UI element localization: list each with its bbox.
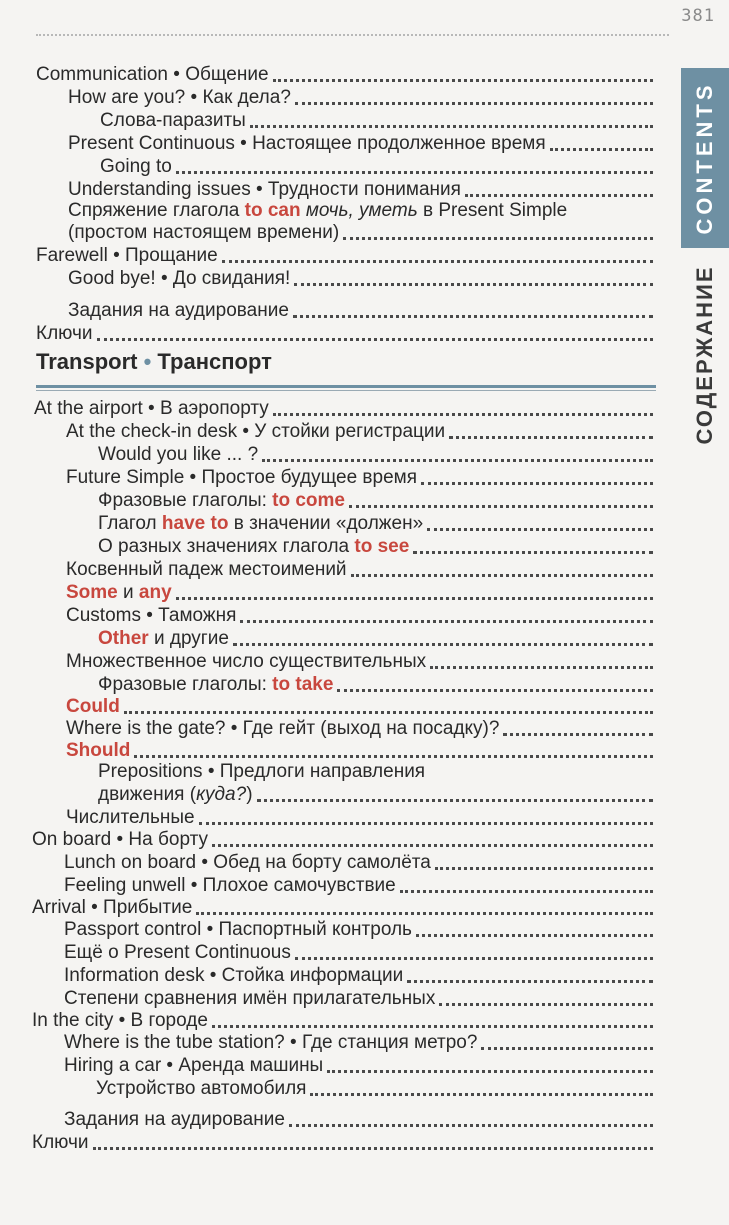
- toc-entry-title: In the city • В городе: [32, 1010, 208, 1031]
- toc-entry-title-line1[interactable]: [68, 200, 567, 222]
- toc-entry[interactable]: [34, 396, 657, 420]
- title-part: движения (: [98, 784, 197, 805]
- highlight-term: have to: [161, 513, 229, 534]
- toc-entry-title: Customs • Таможня: [66, 605, 237, 626]
- leader-dots: [351, 573, 653, 577]
- title-part: Глагол: [98, 513, 162, 534]
- toc-entry[interactable]: [32, 895, 657, 919]
- leader-dots: [240, 619, 653, 623]
- leader-dots: [222, 259, 653, 263]
- toc-entry-title: [98, 628, 229, 650]
- toc-entry-title: Would you like ... ?: [98, 444, 259, 465]
- toc-entry[interactable]: [66, 603, 657, 627]
- toc-entry[interactable]: [66, 465, 657, 489]
- toc-entry-title: Ещё о Present Continuous: [64, 942, 291, 963]
- toc-entry-title: [98, 490, 345, 512]
- toc-entry[interactable]: [64, 940, 657, 964]
- toc-entry[interactable]: [32, 1008, 657, 1032]
- leader-dots: [124, 710, 653, 714]
- toc-entry-title: Should: [66, 740, 131, 761]
- toc-entry[interactable]: [64, 873, 657, 897]
- contents-tab-en[interactable]: [681, 68, 729, 248]
- highlight-term: Some: [66, 582, 118, 603]
- toc-entry-title: Множественное число существительных: [66, 651, 427, 672]
- toc-entry[interactable]: [36, 62, 657, 86]
- section-heading: [36, 349, 272, 375]
- title-part: в Present Simple: [417, 200, 568, 221]
- title-part: ): [246, 784, 253, 805]
- toc-entry[interactable]: [66, 738, 657, 762]
- toc-entry-title: Степени сравнения имён прилагательных: [64, 988, 436, 1009]
- toc-entry[interactable]: [64, 917, 657, 941]
- toc-entry-title: Lunch on board • Обед на борту самолёта: [64, 852, 431, 873]
- leader-dots: [273, 78, 653, 82]
- toc-entry[interactable]: [36, 243, 657, 267]
- leader-dots: [503, 732, 653, 736]
- toc-entry-title: Ключи: [36, 323, 93, 344]
- title-part: Фразовые глаголы:: [98, 674, 273, 695]
- leader-dots: [212, 843, 653, 847]
- contents-tab-en-label: CONTENTS: [692, 81, 717, 235]
- toc-entry[interactable]: [68, 220, 657, 244]
- section-bullet: •: [143, 349, 152, 374]
- toc-entry[interactable]: [32, 827, 657, 851]
- title-part: Фразовые глаголы:: [98, 490, 273, 511]
- toc-entry-title: Задания на аудирование: [64, 1109, 285, 1130]
- title-part: О разных значениях глагола: [98, 536, 355, 557]
- toc-entry[interactable]: [66, 716, 657, 740]
- toc-entry[interactable]: [64, 963, 657, 987]
- leader-dots: [337, 688, 653, 692]
- leader-dots: [250, 124, 653, 128]
- toc-entry-title: At the check-in desk • У стойки регистрации: [66, 421, 446, 442]
- toc-entry-title: Задания на аудирование: [68, 300, 289, 321]
- toc-entry-title: Communication • Общение: [36, 64, 269, 85]
- section-rule-thin: [36, 390, 656, 391]
- leader-dots: [343, 236, 653, 240]
- toc-entry-title: [98, 513, 423, 535]
- leader-dots: [550, 147, 653, 151]
- toc-entry[interactable]: [68, 266, 657, 290]
- leader-dots: [295, 101, 653, 105]
- leader-dots: [294, 282, 653, 286]
- toc-entry-title: At the airport • В аэропорту: [34, 398, 269, 419]
- toc-entry[interactable]: [66, 557, 657, 581]
- toc-entry-title: [98, 536, 409, 558]
- section-heading-en: Transport: [36, 349, 138, 374]
- leader-dots: [327, 1069, 653, 1073]
- leader-dots: [310, 1092, 653, 1096]
- leader-dots: [134, 754, 653, 758]
- highlight-term: to come: [272, 490, 346, 511]
- toc-entry-title: Passport control • Паспортный контроль: [64, 919, 412, 940]
- toc-entry-title: [98, 784, 253, 806]
- leader-dots: [262, 458, 653, 462]
- leader-dots: [413, 550, 653, 554]
- toc-entry-title: Числительные: [66, 807, 195, 828]
- title-part: и: [117, 582, 139, 603]
- italic-term: куда?: [196, 784, 247, 805]
- toc-entry-title: Устройство автомобиля: [96, 1078, 307, 1099]
- toc-entry[interactable]: [64, 1107, 657, 1131]
- toc-entry-title: Going to: [100, 156, 172, 177]
- toc-entry-title: (простом настоящем времени): [68, 222, 340, 243]
- toc-entry-title: Косвенный падеж местоимений: [66, 559, 347, 580]
- toc-entry-title: Good bye! • До свидания!: [68, 268, 291, 289]
- toc-entry[interactable]: [66, 649, 657, 673]
- toc-entry-title-line1[interactable]: Prepositions • Предлоги направления: [98, 761, 426, 782]
- toc-entry-title: On board • На борту: [32, 829, 209, 850]
- toc-entry-title: Arrival • Прибытие: [32, 897, 193, 918]
- leader-dots: [449, 435, 653, 439]
- toc-entry[interactable]: [100, 108, 657, 132]
- leader-dots: [295, 956, 653, 960]
- toc-entry-title: Present Continuous • Настоящее продолженное время: [68, 133, 546, 154]
- toc-entry-title: Could: [66, 696, 120, 717]
- toc-entry-title: Farewell • Прощание: [36, 245, 218, 266]
- toc-entry[interactable]: [64, 1030, 657, 1054]
- toc-entry[interactable]: [68, 131, 657, 155]
- toc-entry[interactable]: [68, 85, 657, 109]
- leader-dots: [400, 889, 653, 893]
- leader-dots: [176, 596, 653, 600]
- toc-entry-title: [98, 674, 333, 696]
- toc-entry-title: Future Simple • Простое будущее время: [66, 467, 417, 488]
- toc-entry-title: Where is the tube station? • Где станция метро?: [64, 1032, 478, 1053]
- leader-dots: [293, 314, 653, 318]
- title-part: Спряжение глагола: [68, 200, 245, 221]
- toc-entry-title: Where is the gate? • Где гейт (выход на посадку)?: [66, 718, 500, 739]
- toc-entry-title: How are you? • Как дела?: [68, 87, 291, 108]
- title-part: и другие: [148, 628, 229, 649]
- leader-dots: [349, 504, 653, 508]
- toc-entry-title: Feeling unwell • Плохое самочувствие: [64, 875, 396, 896]
- toc-entry[interactable]: [66, 580, 657, 604]
- top-dotted-rule: [36, 34, 669, 36]
- highlight-term: Other: [98, 628, 149, 649]
- leader-dots: [435, 866, 653, 870]
- toc-entry[interactable]: [32, 1130, 657, 1154]
- toc-entry-title: Ключи: [32, 1132, 89, 1153]
- toc-entry[interactable]: [64, 850, 657, 874]
- leader-dots: [439, 1002, 653, 1006]
- leader-dots: [93, 1146, 654, 1150]
- leader-dots: [465, 193, 653, 197]
- italic-term: мочь, уметь: [305, 200, 418, 221]
- toc-entry[interactable]: [36, 321, 657, 345]
- contents-tab-ru[interactable]: [681, 255, 729, 455]
- section-heading-ru: Транспорт: [157, 349, 272, 374]
- highlight-term: to take: [272, 674, 334, 695]
- highlight-term: any: [138, 582, 172, 603]
- contents-tab-ru-label: СОДЕРЖАНИЕ: [692, 265, 717, 445]
- highlight-term: to can: [244, 200, 301, 221]
- title-part: в значении «должен»: [228, 513, 424, 534]
- leader-dots: [421, 481, 653, 485]
- toc-entry-title: Information desk • Стойка информации: [64, 965, 404, 986]
- toc-entry[interactable]: [98, 442, 657, 466]
- toc-entry[interactable]: [98, 672, 657, 696]
- toc-entry[interactable]: [98, 782, 657, 806]
- toc-entry[interactable]: [66, 805, 657, 829]
- toc-entry[interactable]: [100, 154, 657, 178]
- toc-entry-title: Understanding issues • Трудности понимания: [68, 179, 461, 200]
- toc-entry[interactable]: [98, 511, 657, 535]
- leader-dots: [196, 911, 653, 915]
- leader-dots: [427, 527, 653, 531]
- toc-entry-title: [66, 582, 172, 604]
- section-rule: [36, 385, 656, 388]
- toc-entry-title: Слова-паразиты: [100, 110, 246, 131]
- toc-entry[interactable]: [68, 298, 657, 322]
- leader-dots: [257, 798, 653, 802]
- toc-entry[interactable]: [98, 534, 657, 558]
- toc-entry[interactable]: [66, 419, 657, 443]
- leader-dots: [289, 1123, 653, 1127]
- leader-dots: [199, 821, 653, 825]
- leader-dots: [176, 170, 653, 174]
- leader-dots: [481, 1046, 653, 1050]
- highlight-term: to see: [354, 536, 410, 557]
- toc-entry[interactable]: [98, 488, 657, 512]
- leader-dots: [430, 665, 653, 669]
- toc-entry[interactable]: [98, 626, 657, 650]
- toc-entry[interactable]: [96, 1076, 657, 1100]
- toc-entry[interactable]: [66, 694, 657, 718]
- leader-dots: [273, 412, 653, 416]
- leader-dots: [97, 337, 654, 341]
- toc-entry-title: Hiring a car • Аренда машины: [64, 1055, 324, 1076]
- leader-dots: [407, 979, 653, 983]
- leader-dots: [233, 642, 653, 646]
- leader-dots: [212, 1024, 653, 1028]
- toc-entry[interactable]: [64, 986, 657, 1010]
- leader-dots: [416, 933, 653, 937]
- toc-entry[interactable]: [68, 177, 657, 201]
- toc-entry[interactable]: [64, 1053, 657, 1077]
- page-number: 381: [681, 6, 715, 26]
